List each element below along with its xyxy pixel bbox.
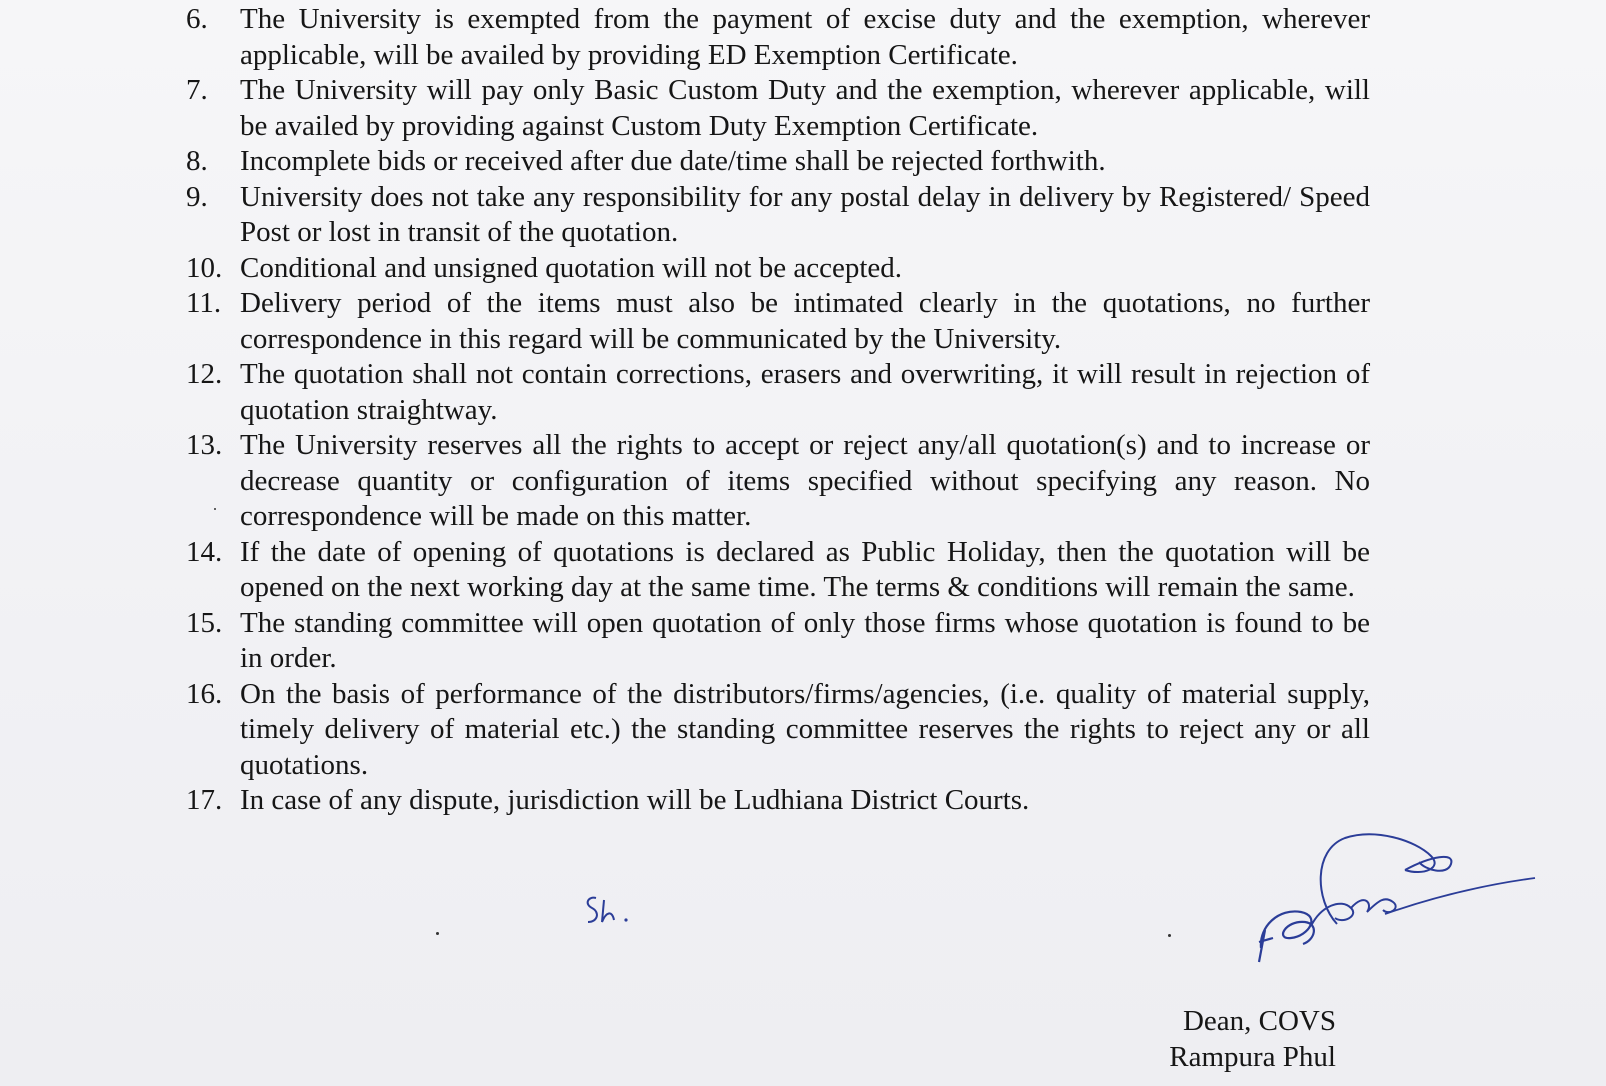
term-text: The quotation shall not contain corrections, erasers and overwriting, it will result in rejection of quotation straightway.	[240, 358, 1370, 426]
signatory-designation: Dean, COVS	[1182, 1005, 1336, 1037]
term-number: 9.	[186, 180, 208, 213]
handwritten-initials	[582, 892, 652, 932]
term-item	[186, 357, 1370, 428]
term-number: 15.	[186, 606, 223, 639]
term-text: Conditional and unsigned quotation will not be accepted.	[240, 251, 903, 284]
term-number: 14.	[186, 535, 223, 568]
term-text: University does not take any responsibility for any postal delay in delivery by Registered/ Speed Post or lost in transit of the quotation.	[240, 180, 1370, 248]
term-item	[186, 73, 1370, 144]
terms-list	[186, 2, 1370, 819]
term-text: Incomplete bids or received after due date/time shall be rejected forthwith.	[240, 145, 1106, 177]
signature	[1255, 830, 1555, 970]
term-item	[186, 180, 1370, 251]
ink-dot	[1168, 934, 1171, 937]
term-item	[186, 677, 1370, 784]
term-item	[186, 286, 1370, 357]
term-text: The University reserves all the rights to accept or reject any/all quotation(s) and to increase or decrease quantity or configuration of items specified without specifying any reason. No correspondence will be made on this matter.	[240, 429, 1370, 532]
term-text: In case of any dispute, jurisdiction will be Ludhiana District Courts.	[240, 784, 1030, 816]
term-text: Delivery period of the items must also be intimated clearly in the quotations, no further correspondence in this regard will be communicated by the University.	[240, 287, 1370, 355]
signatory-place: Rampura Phul	[1169, 1041, 1336, 1073]
term-number: 8.	[186, 145, 208, 177]
term-item	[186, 251, 1370, 287]
term-number: 12.	[186, 358, 223, 390]
term-text: On the basis of performance of the distributors/firms/agencies, (i.e. quality of material supply, timely delivery of material etc.) the standing committee reserves the rights to reject any or all quotations.	[240, 677, 1370, 781]
term-number: 11.	[186, 287, 222, 319]
term-item	[186, 783, 1370, 819]
term-text: If the date of opening of quotations is declared as Public Holiday, then the quotation will be opened on the next working day at the same time. The terms & conditions will remain the same.	[240, 535, 1370, 603]
term-number: 7.	[186, 74, 208, 106]
term-number: 13.	[186, 429, 223, 461]
term-item	[186, 606, 1370, 677]
term-item	[186, 144, 1370, 180]
term-item	[186, 2, 1370, 73]
term-text: The University is exempted from the payment of excise duty and the exemption, wherever applicable, will be availed by providing ED Exemption Certificate.	[240, 3, 1370, 71]
ink-dot	[214, 508, 216, 510]
term-text: The University will pay only Basic Custom Duty and the exemption, wherever applicable, will be availed by providing against Custom Duty Exemption Certificate.	[240, 74, 1370, 142]
term-number: 6.	[186, 3, 208, 35]
term-number: 16.	[186, 677, 223, 710]
term-number: 17.	[186, 784, 223, 816]
term-item	[186, 428, 1370, 535]
signatory-block	[1169, 1003, 1336, 1075]
term-item	[186, 535, 1370, 606]
ink-dot	[436, 932, 439, 935]
term-number: 10.	[186, 251, 223, 284]
term-text: The standing committee will open quotation of only those firms whose quotation is found to be in order.	[240, 606, 1370, 674]
